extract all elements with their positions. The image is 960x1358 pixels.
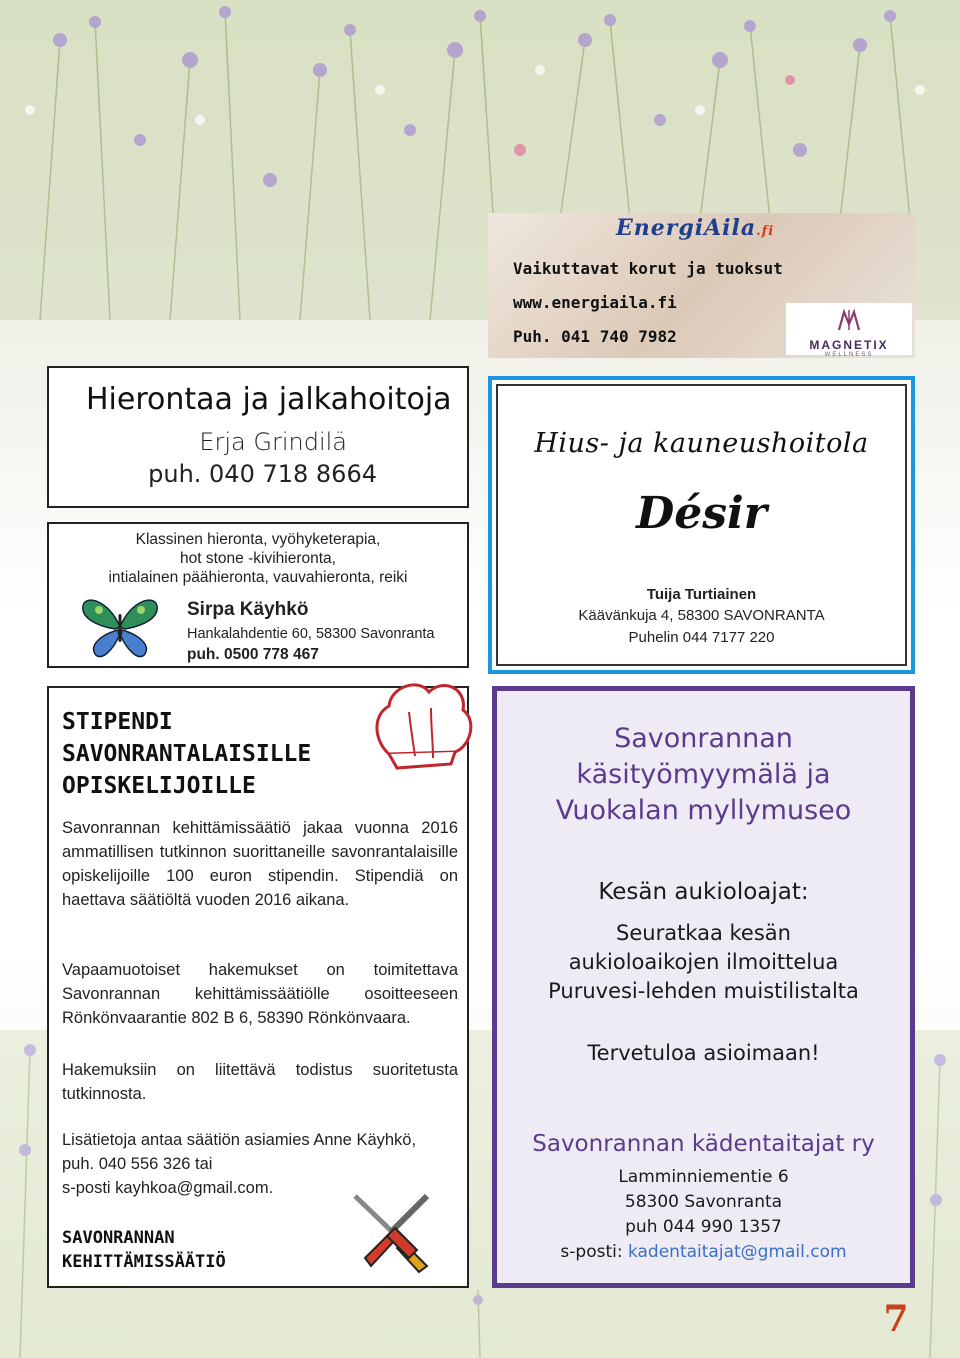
hieronta-title: Hierontaa ja jalkahoitoja — [86, 382, 452, 417]
magnetix-logo: MAGNETIX WELLNESS — [786, 303, 912, 355]
stipendi-paragraph-1: Savonrannan kehittämissäätiö jakaa vuonna 2016 ammatillisen tutkinnon suorittaneille savonrantalaisille opiskelijoille 100 euron stipendin. Stipendiä on haettava säätiöltä vuoden 2016 aikana. — [62, 819, 458, 909]
stipendi-footer: SAVONRANNAN KEHITTÄMISSÄÄTIÖ — [62, 1228, 226, 1272]
hieronta-phone: puh. 040 718 8664 — [148, 460, 377, 488]
sirpa-services: Klassinen hieronta, vyöhyketerapia, hot stone -kivihieronta, intialainen päähieronta, vauvahieronta, reiki — [108, 531, 408, 586]
stipendi-paragraph-2: Vapaamuotoiset hakemukset on toimitettava Savonrannan kehittämissäätiölle osoitteeseen Rönkönvaarantie 802 B 6, 58390 Rönkönvaara. — [62, 961, 458, 1027]
hius-ad — [488, 376, 915, 674]
email-link[interactable]: kadentaitajat@gmail.com — [627, 1242, 847, 1262]
stipendi-notice — [47, 686, 469, 1288]
sirpa-address: Hankalahdentie 60, 58300 Savonranta — [187, 626, 435, 642]
org-name: Savonrannan kädentaitajat ry — [532, 1131, 875, 1157]
tools-icon — [347, 1188, 439, 1274]
hieronta-name: Erja Grindilä — [199, 428, 347, 456]
hours-text: Seuratkaa kesän aukioloaikojen ilmoittelua Puruvesi-lehden muistilistalta — [548, 921, 859, 1003]
stipendi-heading: STIPENDI SAVONRANTALAISILLE OPISKELIJOILLE — [62, 709, 312, 799]
hours-heading: Kesän aukioloajat: — [598, 879, 809, 905]
desir-logo: Désir — [636, 488, 767, 539]
page-number: 7 — [883, 1298, 909, 1340]
magnetix-icon — [836, 308, 862, 332]
stipendi-contact: Lisätietoja antaa säätiön asiamies Anne Käyhkö, puh. 040 556 326 tai s-posti kayhkoa@gmail.com. — [62, 1131, 417, 1197]
butterfly-icon — [79, 592, 161, 662]
energiaila-phone: Puh. 041 740 7982 — [513, 327, 677, 346]
hius-phone: Puhelin 044 7177 220 — [628, 629, 775, 646]
chef-hat-icon — [367, 672, 477, 772]
energiaila-tagline: Vaikuttavat korut ja tuoksut — [513, 259, 783, 278]
hius-address: Käävänkuja 4, 58300 SAVONRANTA — [578, 607, 825, 624]
org-contact: Lamminniementie 6 58300 Savonranta puh 044 990 1357 s-posti: kadentaitajat@gmail.com — [560, 1167, 847, 1262]
kasityo-title: Savonrannan käsityömyymälä ja Vuokalan myllymuseo — [555, 723, 852, 826]
kasityo-ad — [492, 686, 915, 1288]
energiaila-website[interactable]: www.energiaila.fi — [513, 293, 677, 312]
hius-person: Tuija Turtiainen — [646, 586, 757, 603]
sirpa-name: Sirpa Käyhkö — [187, 599, 309, 620]
stipendi-paragraph-3: Hakemuksiin on liitettävä todistus suoritetusta tutkinnosta. — [62, 1061, 458, 1103]
energiaila-ad — [488, 213, 915, 358]
energiaila-logo: EnergiAila.fi — [616, 215, 775, 241]
sirpa-ad — [47, 522, 469, 668]
hius-heading: Hius- ja kauneushoitola — [534, 428, 869, 459]
welcome-text: Tervetuloa asioimaan! — [587, 1041, 820, 1065]
sirpa-phone: puh. 0500 778 467 — [187, 646, 319, 663]
hieronta-ad — [47, 366, 469, 508]
